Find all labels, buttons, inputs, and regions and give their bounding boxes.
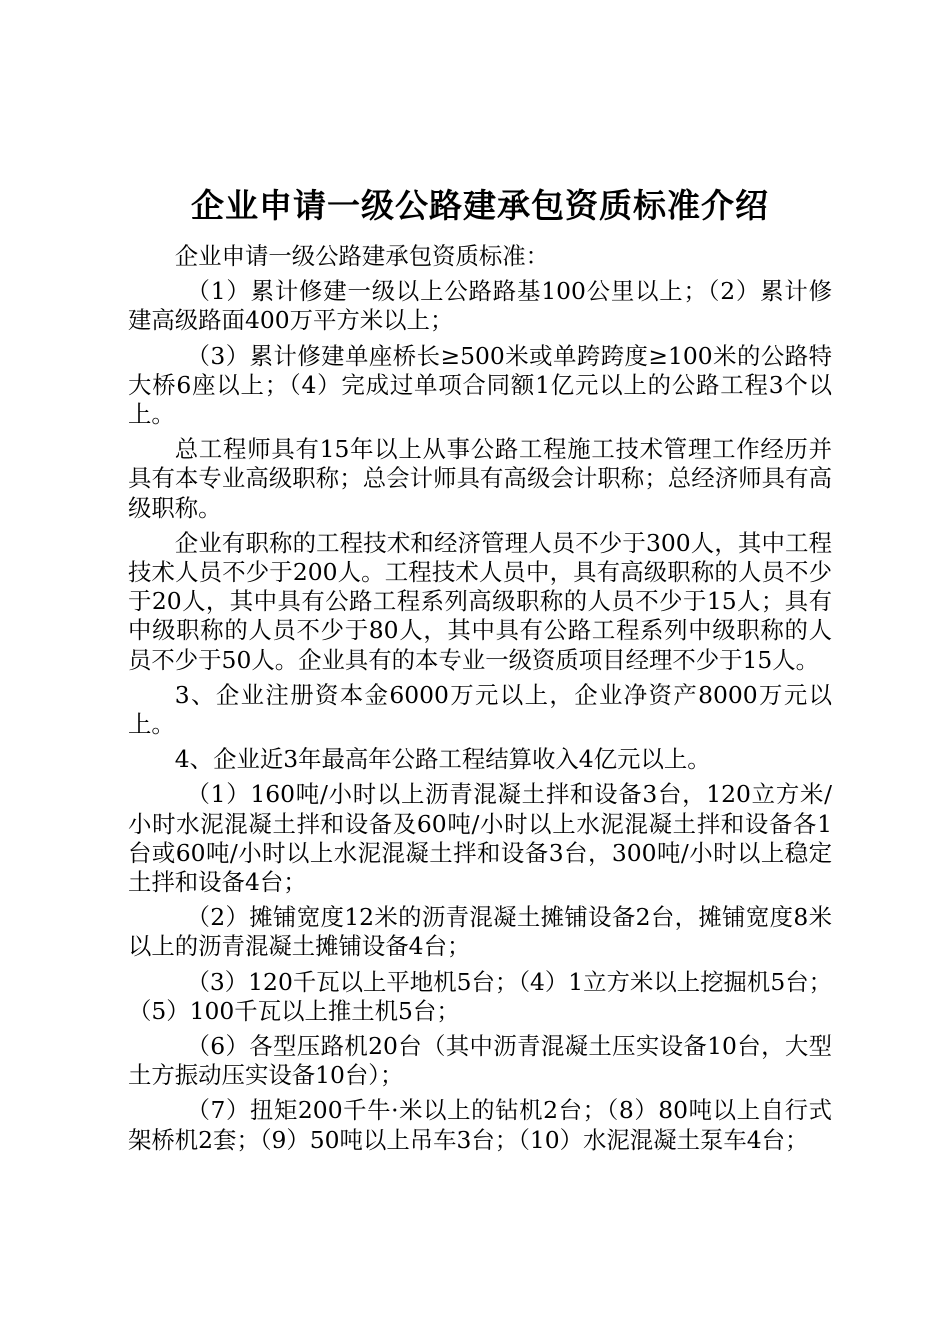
paragraph-chief-engineer: 总工程师具有15年以上从事公路工程施工技术管理工作经历并具有本专业高级职称；总会计师具有高级会计职称；总经济师具有高级职称。 <box>128 435 832 522</box>
paragraph-intro: 企业申请一级公路建承包资质标准： <box>174 242 550 270</box>
paragraph-equipment-rollers: （6）各型压路机20台（其中沥青混凝土压实设备10台，大型土方振动压实设备10台）； <box>128 1032 832 1090</box>
paragraph-bridge-experience: （3）累计修建单座桥长≥500米或单跨跨度≥100米的公路特大桥6座以上；（4）完成过单项合同额1亿元以上的公路工程3个以上。 <box>128 341 832 429</box>
paragraph-equipment-graders: （3）120千瓦以上平地机5台；（4）1立方米以上挖掘机5台；（5）100千瓦以上推土机5台； <box>128 967 832 1025</box>
paragraph-equipment-mixers: （1）160吨/小时以上沥青混凝土拌和设备3台，120立方米/小时水泥混凝土拌和设备及60吨/小时以上水泥混凝土拌和设备各1台或60吨/小时以上水泥混凝土拌和设备3台，300吨/小时以上稳定土拌和设备4台； <box>128 780 832 897</box>
document-title: 企业申请一级公路建承包资质标准介绍 <box>191 186 769 225</box>
paragraph-registered-capital: 3、企业注册资本金6000万元以上，企业净资产8000万元以上。 <box>128 680 832 739</box>
paragraph-revenue: 4、企业近3年最高年公路工程结算收入4亿元以上。 <box>174 745 711 774</box>
paragraph-equipment-pavers: （2）摊铺宽度12米的沥青混凝土摊铺设备2台，摊铺宽度8米以上的沥青混凝土摊铺设备4台； <box>128 903 832 961</box>
paragraph-staff-requirements: 企业有职称的工程技术和经济管理人员不少于300人，其中工程技术人员不少于200人。工程技术人员中，具有高级职称的人员不少于20人，其中具有公路工程系列高级职称的人员不少于15人；具有中级职称的人员不少于80人，其中具有公路工程系列中级职称的人员不少于50人。企业具有的本专业一级资质项目经理不少于15人。 <box>128 528 832 674</box>
document-page <box>128 178 832 1155</box>
paragraph-road-experience: （1）累计修建一级以上公路路基100公里以上；（2）累计修建高级路面400万平方米以上； <box>128 277 832 335</box>
paragraph-equipment-drills: （7）扭矩200千牛·米以上的钻机2台；（8）80吨以上自行式架桥机2套；（9）50吨以上吊车3台；（10）水泥混凝土泵车4台； <box>128 1096 832 1154</box>
